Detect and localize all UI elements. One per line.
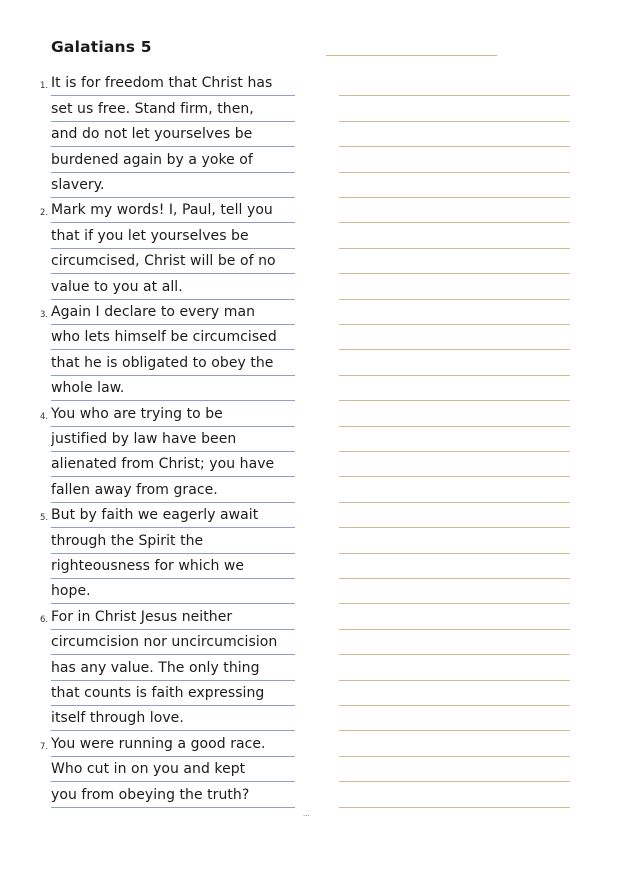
- verse-text-line: You who are trying to be: [51, 402, 295, 427]
- verse-line-row: [0, 95, 624, 120]
- verse-text-line: Who cut in on you and kept: [51, 757, 295, 782]
- verse-line-row: [0, 426, 624, 451]
- verse-line-row: [0, 629, 624, 654]
- verse-text-line: hope.: [51, 579, 295, 604]
- verse-line-row: [0, 273, 624, 298]
- verse-text-line: set us free. Stand firm, then,: [51, 97, 295, 122]
- verse-line-row: [0, 680, 624, 705]
- verse-line-row: [0, 553, 624, 578]
- verse-line-row: [0, 349, 624, 374]
- verse-number: 7.: [40, 741, 49, 752]
- verse-line-row: [0, 121, 624, 146]
- verse-text-line: that he is obligated to obey the: [51, 351, 295, 376]
- verse-text-line: You were running a good race.: [51, 732, 295, 757]
- verse-text-line: that counts is faith expressing: [51, 681, 295, 706]
- verse-line-row: [0, 299, 624, 324]
- verse-line-row: [0, 172, 624, 197]
- verse-text-line: slavery.: [51, 173, 295, 198]
- verse-line-row: [0, 146, 624, 171]
- verse-line-row: [0, 197, 624, 222]
- verse-line-row: [0, 730, 624, 755]
- verse-number: 2.: [40, 208, 49, 219]
- verse-text-line: value to you at all.: [51, 275, 295, 300]
- verse-line-row: [0, 756, 624, 781]
- page-title: Galatians 5: [51, 38, 152, 56]
- verse-line-row: [0, 375, 624, 400]
- verse-line-row: [0, 400, 624, 425]
- verse-line-row: [0, 527, 624, 552]
- verse-line-row: [0, 248, 624, 273]
- verse-text-line: alienated from Christ; you have: [51, 452, 295, 477]
- verse-text-line: who lets himself be circumcised: [51, 325, 295, 350]
- verse-text-line: It is for freedom that Christ has: [51, 71, 295, 96]
- verse-text-line: But by faith we eagerly await: [51, 503, 295, 528]
- verse-text-line: whole law.: [51, 376, 295, 401]
- verse-text-line: Again I declare to every man: [51, 300, 295, 325]
- verse-line-row: [0, 705, 624, 730]
- verse-text-line: burdened again by a yoke of: [51, 148, 295, 173]
- verse-line-row: [0, 451, 624, 476]
- verse-line-row: [0, 476, 624, 501]
- verse-line-row: [0, 654, 624, 679]
- handwriting-practice-line[interactable]: [339, 807, 570, 808]
- verse-number: 3.: [40, 309, 49, 320]
- verse-number: 5.: [40, 513, 49, 524]
- verse-line-row: [0, 603, 624, 628]
- verse-line-row: [0, 781, 624, 806]
- verse-text-line: through the Spirit the: [51, 529, 295, 554]
- page-number: ···: [303, 812, 310, 820]
- verse-text-line: itself through love.: [51, 706, 295, 731]
- title-writing-line: [326, 55, 497, 56]
- verse-line-row: [0, 70, 624, 95]
- verse-text-line: that if you let yourselves be: [51, 224, 295, 249]
- verse-line-row: [0, 578, 624, 603]
- verse-text-line: righteousness for which we: [51, 554, 295, 579]
- verse-text-line: circumcised, Christ will be of no: [51, 249, 295, 274]
- verse-text-line: you from obeying the truth?: [51, 783, 295, 808]
- verse-line-row: [0, 502, 624, 527]
- verse-text-line: circumcision nor uncircumcision: [51, 630, 295, 655]
- verse-text-line: Mark my words! I, Paul, tell you: [51, 198, 295, 223]
- verse-text-line: For in Christ Jesus neither: [51, 605, 295, 630]
- verse-line-row: [0, 324, 624, 349]
- verse-text-line: fallen away from grace.: [51, 478, 295, 503]
- verse-number: 1.: [40, 81, 49, 92]
- verse-text-line: justified by law have been: [51, 427, 295, 452]
- verse-line-row: [0, 222, 624, 247]
- verse-text-line: and do not let yourselves be: [51, 122, 295, 147]
- verse-text-line: has any value. The only thing: [51, 656, 295, 681]
- verse-number: 4.: [40, 411, 49, 422]
- verse-number: 6.: [40, 614, 49, 625]
